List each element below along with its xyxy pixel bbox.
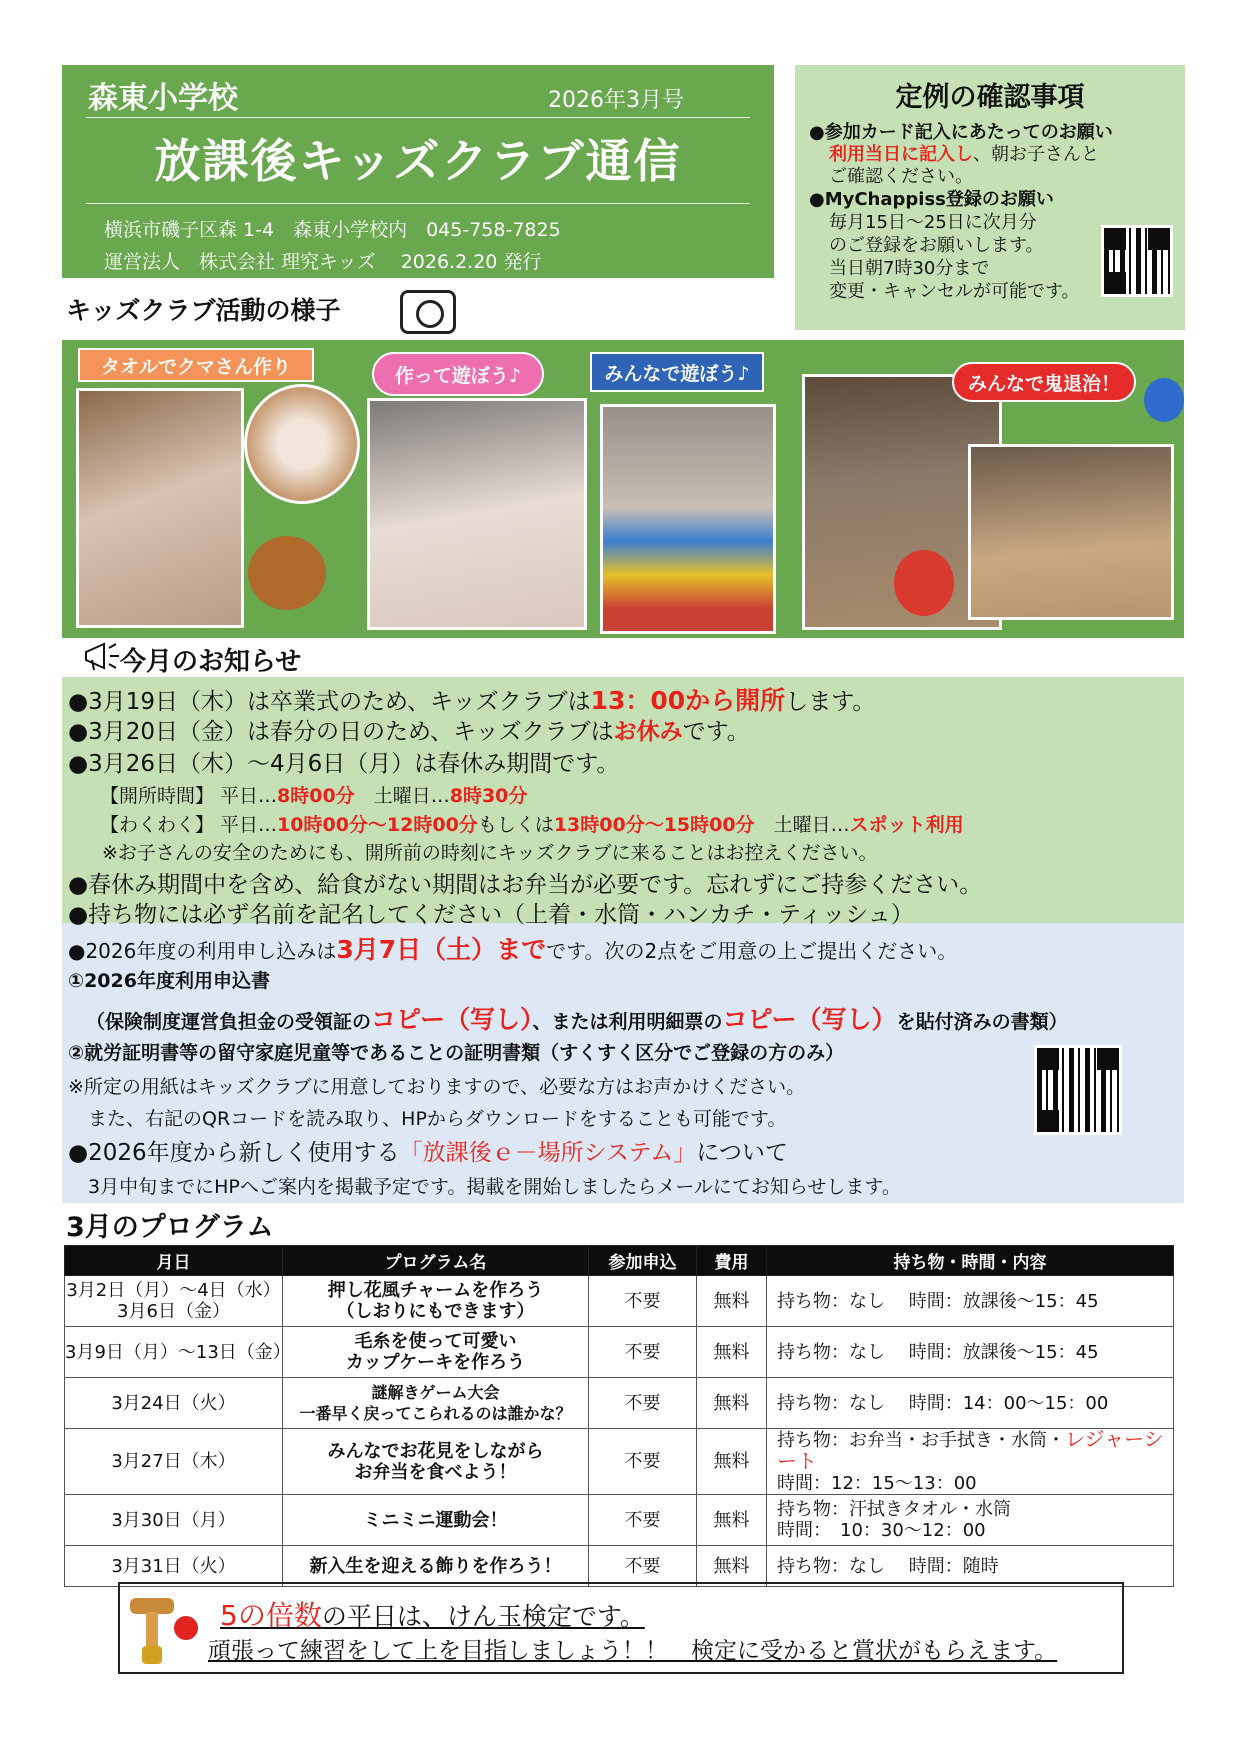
cell-info: 持ち物：汗拭きタオル・水筒 時間： 10：30～12：00 [767, 1495, 1174, 1546]
notice-item: 3月中旬までにHPへご案内を掲載予定です。掲載を開始しましたらメールにてお知らせします。 [88, 1176, 901, 1198]
notice-title: 今月のお知らせ [120, 647, 302, 677]
table-row [65, 1546, 1174, 1587]
tag-towel: タオルでクマさん作り [78, 348, 314, 382]
program-title: 3月のプログラム [66, 1212, 274, 1243]
col-date: 月日 [65, 1246, 283, 1276]
red-oni-icon [894, 550, 954, 616]
cell-date: 3月31日（火） [65, 1546, 283, 1587]
camera-icon [400, 290, 456, 334]
qr-code-icon[interactable] [1101, 225, 1173, 297]
cell-program: 新入生を迎える飾りを作ろう！ [283, 1546, 589, 1587]
cell-program: 謎解きゲーム大会 一番早く戻ってこられるのは誰かな？ [283, 1378, 589, 1429]
cell-fee: 無料 [697, 1276, 767, 1327]
kendama-box [118, 1582, 1124, 1674]
notice-item: また、右記のQRコードを読み取り、HPからダウンロードをすることも可能です。 [88, 1108, 787, 1130]
notice-item: ●持ち物には必ず名前を記名してください（上着・水筒・ハンカチ・ティッシュ） [68, 902, 914, 928]
cell-program: みんなでお花見をしながら お弁当を食べよう！ [283, 1429, 589, 1495]
table-row [65, 1276, 1174, 1327]
notice-item: ●2026年度の利用申し込みは3月7日（土）までです。次の2点をご用意の上ご提出ください。 [68, 935, 958, 964]
school-name: 森東小学校 [88, 81, 238, 116]
corp-info: 運営法人 株式会社 理究キッズ 2026.2.20 発行 [104, 251, 542, 273]
col-program: プログラム名 [283, 1246, 589, 1276]
page-title: 放課後キッズクラブ通信 [154, 134, 682, 188]
cell-date: 3月27日（木） [65, 1429, 283, 1495]
cell-info: 持ち物：なし 時間：随時 [767, 1546, 1174, 1587]
cell-apply: 不要 [589, 1276, 697, 1327]
photo-gallery [62, 340, 1184, 638]
table-row [65, 1495, 1174, 1546]
blue-oni-icon [1144, 378, 1184, 422]
mychappiss-title: ●MyChappiss登録のお願い [809, 189, 1054, 210]
cell-info: 持ち物：なし 時間：放課後～15：45 [767, 1327, 1174, 1378]
kendama-line1: 5の倍数の平日は、けん玉検定です。 [220, 1599, 645, 1632]
tag-play-together: みんなで遊ぼう♪ [590, 352, 764, 392]
notice-subitem: 【わくわく】 平日…10時00分～12時00分もしくは13時00分～15時00分 土曜日…スポット利用 [100, 814, 964, 836]
cell-info: 持ち物：お弁当・お手拭き・水筒・レジャーシート 時間：12：15～13：00 [767, 1429, 1174, 1495]
megaphone-icon [82, 638, 122, 674]
table-row [65, 1429, 1174, 1495]
cell-date: 3月24日（火） [65, 1378, 283, 1429]
cell-info: 持ち物：なし 時間：14：00～15：00 [767, 1378, 1174, 1429]
cell-program: 押し花風チャームを作ろう （しおりにもできます） [283, 1276, 589, 1327]
notice-item: ●2026年度から新しく使用する「放課後ｅ－場所システム」について [68, 1140, 788, 1166]
bear-icon [248, 536, 326, 610]
col-fee: 費用 [697, 1246, 767, 1276]
col-info: 持ち物・時間・内容 [767, 1246, 1174, 1276]
kendama-icon [128, 1592, 200, 1670]
notice-item: ①2026年度利用申込書 [68, 970, 270, 992]
divider [86, 203, 750, 204]
notice-item: ●3月20日（金）は春分の日のため、キッズクラブはお休みです。 [68, 719, 750, 745]
mychappiss-line: 当日朝7時30分まで [829, 258, 990, 279]
mychappiss-line: のご登録をお願いします。 [829, 235, 1044, 256]
cell-apply: 不要 [589, 1378, 697, 1429]
table-header-row [65, 1246, 1174, 1276]
activity-title: キッズクラブ活動の様子 [66, 296, 341, 325]
notice-subitem: ※お子さんの安全のためにも、開所前の時刻にキッズクラブに来ることはお控えください。 [102, 842, 878, 864]
col-apply: 参加申込 [589, 1246, 697, 1276]
table-row [65, 1378, 1174, 1429]
cell-apply: 不要 [589, 1495, 697, 1546]
photo-blocks [600, 404, 776, 634]
notice-subitem: 【開所時間】 平日…8時00分 土曜日…8時30分 [100, 785, 528, 807]
tag-oni: みんなで鬼退治！ [952, 362, 1136, 402]
notice-item: ●3月19日（木）は卒業式のため、キッズクラブは13：00から開所します。 [68, 686, 876, 715]
divider [86, 117, 750, 118]
cell-date: 3月2日（月）～4日（水） 3月6日（金） [65, 1276, 283, 1327]
tag-make-play: 作って遊ぼう♪ [372, 352, 544, 396]
header-banner [62, 65, 774, 278]
cell-info: 持ち物：なし 時間：放課後～15：45 [767, 1276, 1174, 1327]
cell-program: 毛糸を使って可愛い カップケーキを作ろう [283, 1327, 589, 1378]
card-line2: 利用当日に記入し、朝お子さんと [829, 144, 1099, 165]
notice-item: （保険制度運営負担金の受領証のコピー（写し）、または利用明細票のコピー（写し）を貼付済みの書類） [86, 1005, 1068, 1034]
confirm-box [795, 65, 1185, 330]
confirm-title: 定例の確認事項 [895, 82, 1085, 113]
cell-date: 3月9日（月）～13日（金） [65, 1327, 283, 1378]
photo-make-play [367, 398, 587, 630]
cell-fee: 無料 [697, 1378, 767, 1429]
notice-item: ●3月26日（木）～4月6日（月）は春休み期間です。 [68, 751, 620, 777]
table-row [65, 1327, 1174, 1378]
notice-item: ②就労証明書等の留守家庭児童等であることの証明書類（すくすく区分でご登録の方のみ） [68, 1042, 845, 1064]
cell-fee: 無料 [697, 1429, 767, 1495]
cell-apply: 不要 [589, 1429, 697, 1495]
issue-label: 2026年3月号 [548, 88, 684, 113]
cell-date: 3月30日（月） [65, 1495, 283, 1546]
photo-basket [244, 384, 360, 504]
cell-apply: 不要 [589, 1327, 697, 1378]
qr-code-icon[interactable] [1034, 1045, 1122, 1135]
notice-item: ●春休み期間中を含め、給食がない期間はお弁当が必要です。忘れずにご持参ください。 [68, 872, 983, 898]
program-table [64, 1245, 1174, 1587]
cell-fee: 無料 [697, 1327, 767, 1378]
mychappiss-line: 変更・キャンセルが可能です。 [829, 281, 1080, 302]
photo-gym-2 [968, 444, 1174, 620]
address: 横浜市磯子区森 1-4 森東小学校内 045-758-7825 [104, 219, 561, 241]
notice-item: ※所定の用紙はキッズクラブに用意しておりますので、必要な方はお声かけください。 [68, 1076, 806, 1098]
cell-program: ミニミニ運動会！ [283, 1495, 589, 1546]
cell-apply: 不要 [589, 1546, 697, 1587]
card-title: ●参加カード記入にあたってのお願い [809, 122, 1113, 143]
kendama-line2: 頑張って練習をして上を目指しましょう！！ 検定に受かると賞状がもらえます。 [208, 1638, 1058, 1664]
cell-fee: 無料 [697, 1546, 767, 1587]
mychappiss-line: 毎月15日～25日に次月分 [829, 212, 1037, 233]
cell-fee: 無料 [697, 1495, 767, 1546]
photo-towel-bear [76, 388, 244, 628]
card-line3: ご確認ください。 [829, 166, 973, 187]
